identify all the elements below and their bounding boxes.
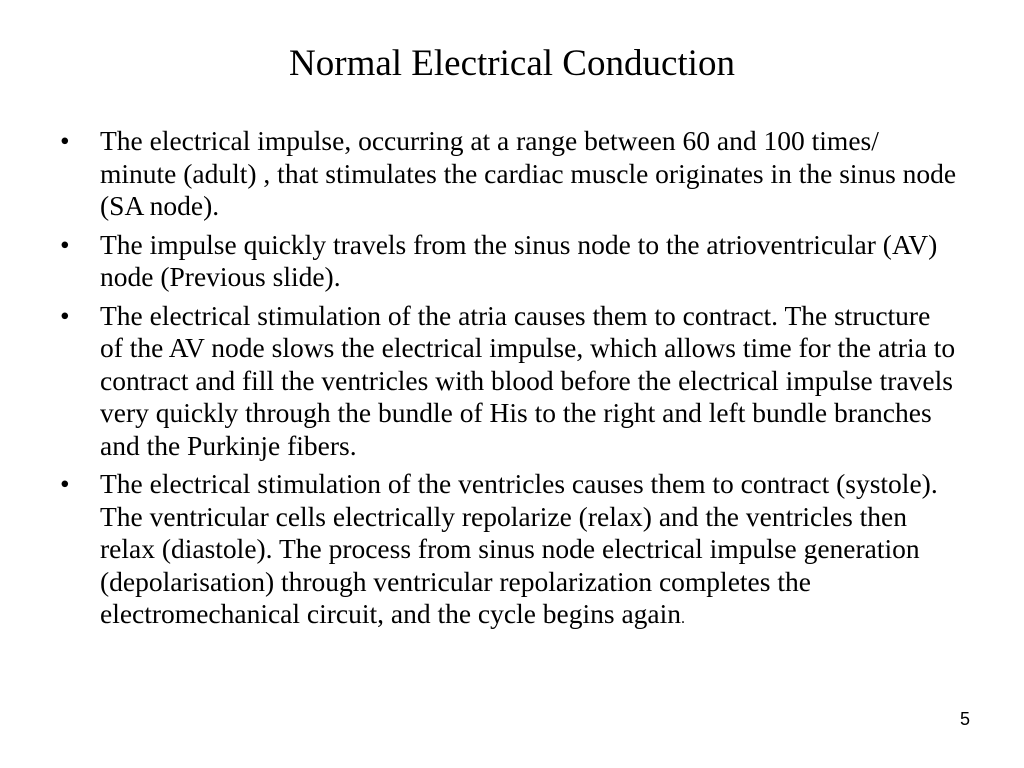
bullet-text: The electrical stimulation of the ventricles causes them to contract (systole). The ventricular cells electrically repolarize (relax) and the ventricles then relax (diastole). The process from sinus node electrical impulse generation (depolarisation) through ventricular repolarization completes the electromechanical circuit, and the cycle begins again [100,468,938,629]
bullet-text: The electrical impulse, occurring at a range between 60 and 100 times/ minute (adult) , that stimulates the cardiac muscle originates in the sinus node (SA node). [100,125,957,221]
bullet-point-icon: • [60,299,70,331]
bullet-point-icon: • [60,468,70,499]
bullet-item [60,229,960,294]
bullet-trailing-period: . [681,610,686,627]
bullet-point-icon: • [60,125,70,156]
bullet-list [60,125,960,642]
bullet-item [60,125,960,223]
bullet-point-icon: • [60,228,70,260]
bullet-item [60,468,960,636]
bullet-text: The impulse quickly travels from the sinus node to the atrioventricular (AV) node (Previous slide). [100,228,938,292]
page-number: 5 [959,709,970,729]
bullet-item [60,300,960,463]
slide-title: Normal Electrical Conduction [289,43,735,84]
bullet-text: The electrical stimulation of the atria causes them to contract. The structure of the AV node slows the electrical impulse, which allows time for the atria to contract and fill the ventricles with blood before the electrical impulse travels very quickly through the bundle of His to the right and left bundle branches and the Purkinje fibers. [100,299,956,461]
